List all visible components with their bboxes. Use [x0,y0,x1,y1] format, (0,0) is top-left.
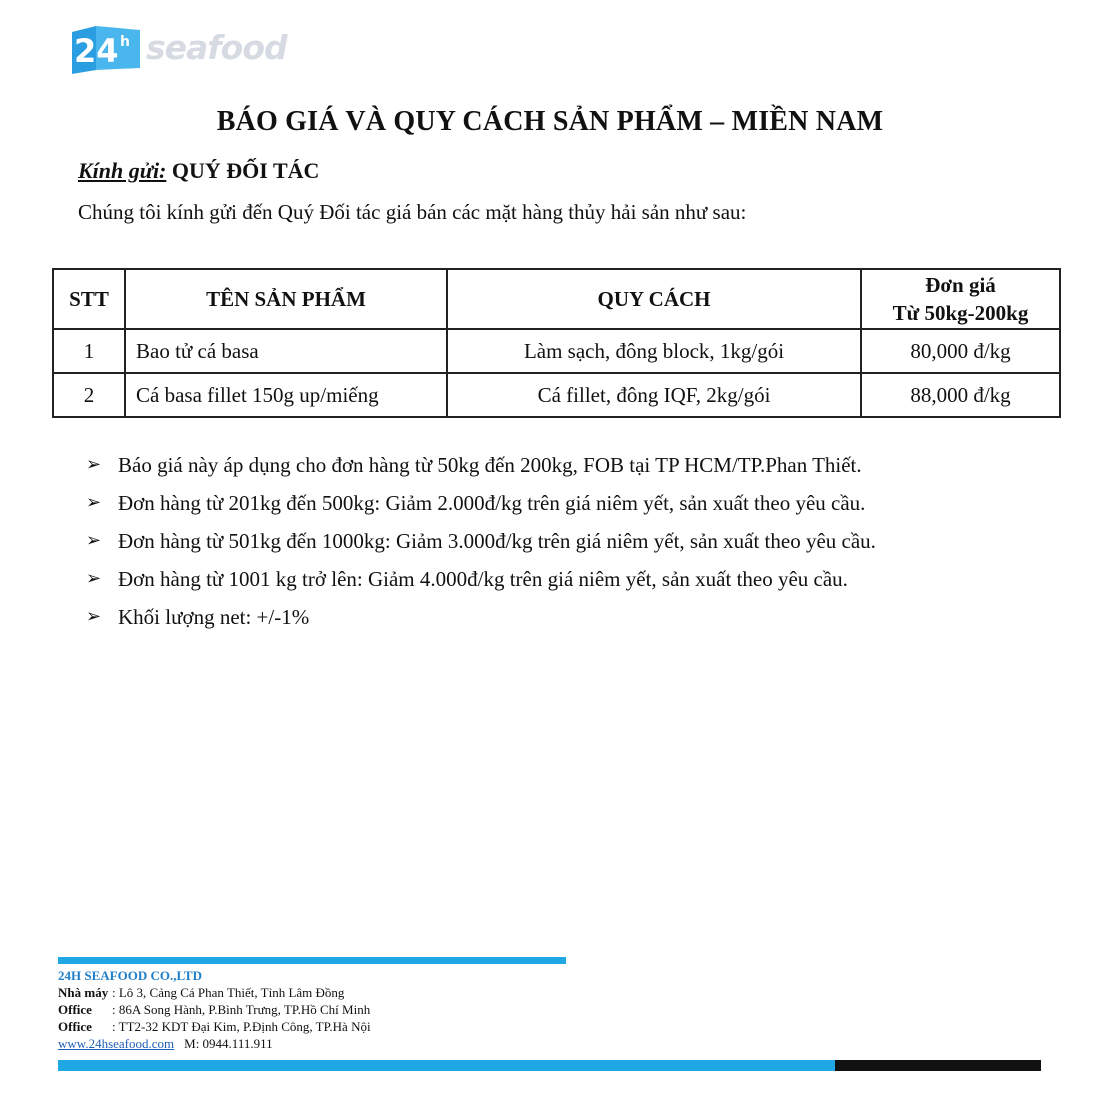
footer-office-2-value: : TT2-32 KDT Đại Kim, P.Định Công, TP.Hà Nội [112,1019,371,1034]
list-item [86,602,876,640]
arrow-bullet-icon: ➢ [86,530,102,551]
header-price-line2: Từ 50kg-200kg [892,301,1029,325]
list-item [86,488,876,526]
header-name: TÊN SẢN PHẨM [125,269,447,329]
note-text: Báo giá này áp dụng cho đơn hàng từ 50kg đến 200kg, FOB tại TP HCM/TP.Phan Thiết. [118,453,862,477]
footer-factory-value: : Lô 3, Cảng Cá Phan Thiết, Tỉnh Lâm Đồng [112,985,345,1000]
header-stt: STT [53,269,125,329]
header-price-line1: Đơn giá [925,273,996,297]
footer-company: 24H SEAFOOD CO.,LTD [58,968,202,983]
cell-name: Cá basa fillet 150g up/miếng [125,373,447,417]
footer-office-1-label: Office [58,1002,92,1017]
footer-factory [58,984,371,1001]
list-item [86,564,876,602]
cell-stt: 2 [53,373,125,417]
cell-price: 80,000 đ/kg [861,329,1060,373]
list-item [86,526,876,564]
arrow-bullet-icon: ➢ [86,568,102,589]
company-logo [66,22,296,78]
greeting [78,158,319,184]
footer-divider-black [835,1060,1041,1071]
footer-divider-blue [58,1060,835,1071]
footer-contact [58,967,371,1052]
header-spec: QUY CÁCH [447,269,861,329]
table-row [53,329,1060,373]
list-item [86,450,876,488]
footer-office-2 [58,1018,371,1035]
footer-divider-top [58,957,566,964]
note-text: Đơn hàng từ 1001 kg trở lên: Giảm 4.000đ/kg trên giá niêm yết, sản xuất theo yêu cầu. [118,567,848,591]
intro-text: Chúng tôi kính gửi đến Quý Đối tác giá bán các mặt hàng thủy hải sản như sau: [78,200,747,224]
website-link[interactable]: www.24hseafood.com [58,1036,175,1051]
cell-stt: 1 [53,329,125,373]
note-text: Đơn hàng từ 501kg đến 1000kg: Giảm 3.000đ/kg trên giá niêm yết, sản xuất theo yêu cầu. [118,529,876,553]
header-price [861,269,1060,329]
logo-cube-icon [66,24,144,74]
logo-prefix: 24 [74,32,119,70]
note-text: Đơn hàng từ 201kg đến 500kg: Giảm 2.000đ/kg trên giá niêm yết, sản xuất theo yêu cầu. [118,491,866,515]
cell-spec: Làm sạch, đông block, 1kg/gói [447,329,861,373]
table-header-row [53,269,1060,329]
footer-web-phone [58,1035,371,1052]
arrow-bullet-icon: ➢ [86,454,102,475]
notes-list [86,450,876,640]
footer-factory-label: Nhà máy [58,985,109,1000]
cell-spec: Cá fillet, đông IQF, 2kg/gói [447,373,861,417]
cell-price: 88,000 đ/kg [861,373,1060,417]
price-table [52,268,1061,418]
page-title: BÁO GIÁ VÀ QUY CÁCH SẢN PHẨM – MIỀN NAM [216,106,884,137]
footer-office-1 [58,1001,371,1018]
footer-office-1-value: : 86A Song Hành, P.Bình Trưng, TP.Hồ Chí Minh [112,1002,371,1017]
greeting-label: Kính gửi: [78,158,167,183]
table-row [53,373,1060,417]
logo-sup: h [120,34,130,50]
arrow-bullet-icon: ➢ [86,606,102,627]
footer-phone: M: 0944.111.911 [184,1036,273,1051]
footer-office-2-label: Office [58,1019,92,1034]
logo-word: seafood [146,28,287,67]
note-text: Khối lượng net: +/-1% [118,605,310,629]
greeting-value: QUÝ ĐỐI TÁC [171,158,320,183]
cell-name: Bao tử cá basa [125,329,447,373]
arrow-bullet-icon: ➢ [86,492,102,513]
